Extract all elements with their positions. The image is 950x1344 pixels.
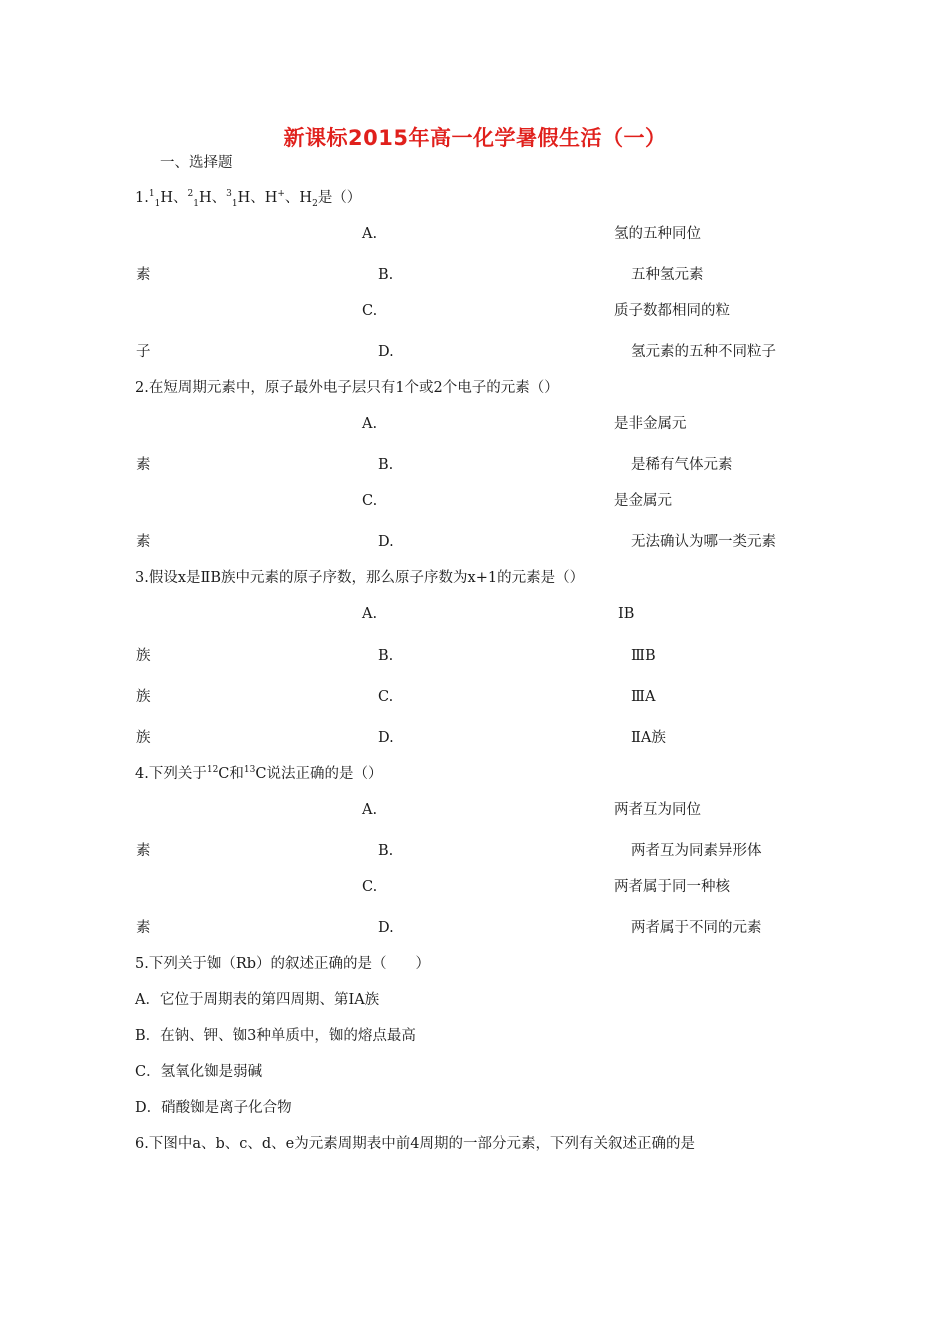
question-2-stem: 2.在短周期元素中，原子最外电子层只有1个或2个电子的元素（） <box>135 380 559 396</box>
q2-option-a-continuation: 素 <box>136 457 151 473</box>
q5-option-d: D．硝酸铷是离子化合物 <box>135 1100 292 1116</box>
q4-option-c-label: C. <box>362 879 378 895</box>
q4-option-a-text: 两者互为同位 <box>614 802 701 818</box>
q1-option-a-label: A. <box>362 226 378 242</box>
question-4-stem: 4.下列关于$^{12}$C和$^{13}$C说法正确的是（） <box>135 765 383 782</box>
q2-option-d-label: D. <box>378 534 394 550</box>
q2-option-c-label: C. <box>362 493 378 509</box>
q3-option-d-label: D. <box>378 730 394 746</box>
q4-option-b-label: B. <box>378 843 394 859</box>
q4-option-b-text: 两者互为同素异形体 <box>631 843 762 859</box>
q3-option-a-continuation: 族 <box>136 648 151 664</box>
question-3-stem: 3.假设x是ⅡB族中元素的原子序数，那么原子序数为x+1的元素是（） <box>135 570 585 586</box>
q2-option-c-continuation: 素 <box>136 534 151 550</box>
q3-option-a-label: A. <box>362 606 378 622</box>
question-5-stem: 5.下列关于铷（Rb）的叙述正确的是（ ） <box>135 956 431 972</box>
q2-option-d-text: 无法确认为哪一类元素 <box>631 534 776 550</box>
q4-option-c-continuation: 素 <box>136 920 151 936</box>
q4-option-d-label: D. <box>378 920 394 936</box>
q3-option-b-label: B. <box>378 648 394 664</box>
q1-option-d-text: 氢元素的五种不同粒子 <box>631 344 776 360</box>
q2-option-c-text: 是金属元 <box>614 493 672 509</box>
q2-option-b-label: B. <box>378 457 394 473</box>
q1-option-c-label: C. <box>362 303 378 319</box>
page-title: 新课标2015年高一化学暑假生活（一） <box>283 126 667 150</box>
q4-option-a-continuation: 素 <box>136 843 151 859</box>
q3-option-c-continuation: 族 <box>136 730 151 746</box>
q1-option-d-label: D. <box>378 344 394 360</box>
q1-option-b-label: B. <box>378 267 394 283</box>
q1-option-a-continuation: 素 <box>136 267 151 283</box>
q1-option-a-text: 氢的五种同位 <box>614 226 701 242</box>
q2-option-a-label: A. <box>362 416 378 432</box>
q2-option-a-text: 是非金属元 <box>614 416 687 432</box>
q5-option-b: B．在钠、钾、铷3种单质中，铷的熔点最高 <box>135 1028 416 1044</box>
q1-option-c-text: 质子数都相同的粒 <box>614 303 730 319</box>
q2-option-b-text: 是稀有气体元素 <box>631 457 733 473</box>
q5-option-c: C．氢氧化铷是弱碱 <box>135 1064 263 1080</box>
q4-option-d-text: 两者属于不同的元素 <box>631 920 762 936</box>
question-1-stem: 1.$^1_1$H、$^2_1$H、$^3_1$H、H+、$H_2$是（） <box>135 189 362 209</box>
q3-option-b-continuation: 族 <box>136 689 151 705</box>
q1-option-c-continuation: 子 <box>136 344 151 360</box>
q1-option-b-text: 五种氢元素 <box>631 267 704 283</box>
q4-option-a-label: A. <box>362 802 378 818</box>
question-6-stem: 6.下图中a、b、c、d、e为元素周期表中前4周期的一部分元素，下列有关叙述正确的是 <box>135 1136 695 1152</box>
q5-option-a: A．它位于周期表的第四周期、第ⅠA族 <box>135 992 380 1008</box>
q3-option-c-label: C. <box>378 689 394 705</box>
q3-option-c-text: ⅢA <box>631 689 656 705</box>
q4-option-c-text: 两者属于同一种核 <box>614 879 730 895</box>
section-heading: 一、选择题 <box>160 155 233 171</box>
q3-option-a-text: ⅠB <box>618 606 635 622</box>
q3-option-b-text: ⅢB <box>631 648 656 664</box>
q3-option-d-text: ⅡA族 <box>631 730 666 746</box>
